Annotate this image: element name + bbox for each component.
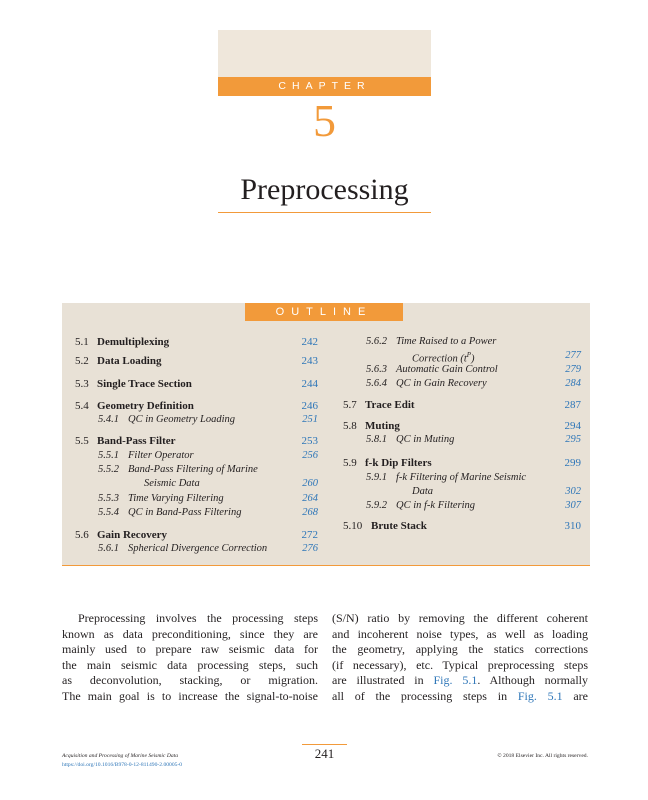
toc-entry-page[interactable]: 287: [564, 399, 581, 411]
toc-entry-page[interactable]: 299: [564, 457, 581, 469]
outline-label: OUTLINE: [245, 303, 403, 321]
book-title: Acquisition and Processing of Marine Seismic Data: [62, 753, 179, 759]
body-text-line: known as data preconditioning, since they are: [62, 626, 318, 641]
toc-entry-page[interactable]: 256: [302, 450, 318, 461]
toc-entry-page[interactable]: 272: [301, 529, 318, 541]
toc-entry-number: 5.6: [75, 529, 89, 541]
toc-entry-title[interactable]: f-k Dip Filters: [365, 457, 432, 469]
toc-entry-title[interactable]: QC in Band-Pass Filtering: [128, 507, 242, 518]
toc-entry-title[interactable]: Automatic Gain Control: [396, 364, 498, 375]
toc-entry-number: 5.7: [343, 399, 357, 411]
toc-entry-title-continued[interactable]: Seismic Data: [144, 478, 200, 489]
toc-entry-page[interactable]: 284: [565, 378, 581, 389]
body-text-line: The main goal is to increase the signal-to-noise: [62, 688, 318, 703]
toc-entry-number: 5.5.1: [98, 450, 119, 461]
toc-entry-page[interactable]: 276: [302, 543, 318, 554]
toc-entry-title-continued[interactable]: Data: [412, 486, 433, 497]
toc-entry-title[interactable]: QC in f-k Filtering: [396, 500, 476, 511]
copyright-notice: © 2018 Elsevier Inc. All rights reserved.: [497, 753, 588, 759]
toc-entry-title[interactable]: Filter Operator: [128, 450, 194, 461]
body-text-line: all of the processing steps in Fig. 5.1 are: [332, 688, 588, 703]
toc-entry-page[interactable]: 277: [565, 350, 581, 361]
toc-entry-page[interactable]: 253: [301, 435, 318, 447]
toc-entry-title[interactable]: Data Loading: [97, 355, 162, 367]
body-text-line: the main seismic data processing steps, such: [62, 657, 318, 672]
toc-entry-page[interactable]: 242: [301, 336, 318, 348]
toc-entry-number: 5.5: [75, 435, 89, 447]
toc-entry-number: 5.10: [343, 520, 363, 532]
page-number: 241: [314, 746, 335, 761]
toc-entry-page[interactable]: 251: [302, 414, 318, 425]
toc-entry-number: 5.5.3: [98, 493, 119, 504]
toc-entry-title[interactable]: Brute Stack: [371, 520, 427, 532]
toc-entry-page[interactable]: 295: [565, 434, 581, 445]
toc-entry-title[interactable]: f-k Filtering of Marine Seismic: [396, 472, 527, 483]
doi-link[interactable]: https://doi.org/10.1016/B978-0-12-811490-2.00005-0: [62, 762, 183, 768]
toc-entry-number: 5.5.2: [98, 464, 119, 475]
toc-entry-title[interactable]: Band-Pass Filtering of Marine: [128, 464, 258, 475]
toc-entry-title[interactable]: Time Raised to a Power: [396, 336, 497, 347]
toc-entry-title[interactable]: Band-Pass Filter: [97, 435, 176, 447]
body-text-line: the geometry, applying the statics corrections: [332, 642, 588, 657]
outline-bottom-rule: [62, 565, 590, 566]
toc-entry-number: 5.6.3: [366, 364, 387, 375]
toc-entry-number: 5.6.1: [98, 543, 119, 554]
body-text-line: Preprocessing involves the processing steps: [78, 611, 318, 625]
toc-entry-title[interactable]: Muting: [365, 420, 400, 432]
body-text-line: mainly used to prepare raw seismic data for: [62, 642, 318, 657]
title-rule: [218, 212, 431, 213]
toc-entry-number: 5.2: [75, 355, 89, 367]
toc-entry-title-continued[interactable]: Correction $(t^P)$: [412, 351, 475, 365]
toc-entry-page[interactable]: 268: [302, 507, 318, 518]
footer-rule: [302, 744, 347, 745]
toc-entry-title[interactable]: QC in Muting: [396, 434, 455, 445]
toc-entry-page[interactable]: 302: [565, 486, 581, 497]
toc-entry-number: 5.6.2: [366, 336, 387, 347]
body-text-line: (if necessary), etc. Typical preprocessing steps: [332, 657, 588, 672]
toc-entry-number: 5.5.4: [98, 507, 119, 518]
figure-reference-link[interactable]: Fig. 5.1: [517, 688, 563, 703]
body-text-line: are illustrated in Fig. 5.1. Although normally: [332, 673, 588, 688]
toc-entry-page[interactable]: 264: [302, 493, 318, 504]
toc-entry-number: 5.4: [75, 400, 89, 412]
toc-entry-number: 5.9: [343, 457, 357, 469]
toc-entry-page[interactable]: 279: [565, 364, 581, 375]
body-text-line: as deconvolution, stacking, or migration.: [62, 673, 318, 688]
chapter-number: 5: [313, 95, 336, 146]
toc-entry-title[interactable]: Trace Edit: [365, 399, 415, 411]
chapter-title: Preprocessing: [240, 173, 409, 206]
toc-entry-page[interactable]: 260: [302, 478, 318, 489]
toc-entry-title[interactable]: QC in Geometry Loading: [128, 414, 236, 425]
toc-entry-title[interactable]: Gain Recovery: [97, 529, 167, 541]
toc-entry-page[interactable]: 246: [301, 400, 318, 412]
toc-entry-title[interactable]: QC in Gain Recovery: [396, 378, 487, 389]
toc-entry-page[interactable]: 294: [564, 420, 581, 432]
toc-entry-title[interactable]: Spherical Divergence Correction: [128, 543, 268, 554]
figure-reference-link[interactable]: Fig. 5.1: [433, 673, 478, 688]
toc-entry-number: 5.6.4: [366, 378, 387, 389]
body-text-left-column: [62, 611, 318, 705]
toc-entry-number: 5.8.1: [366, 434, 387, 445]
toc-entry-page[interactable]: 243: [301, 355, 318, 367]
toc-entry-page[interactable]: 307: [565, 500, 581, 511]
toc-entry-number: 5.9.2: [366, 500, 387, 511]
body-text-right-column: [332, 611, 588, 705]
toc-entry-title[interactable]: Single Trace Section: [97, 378, 192, 390]
toc-entry-number: 5.4.1: [98, 414, 119, 425]
toc-entry-number: 5.1: [75, 336, 89, 348]
body-text-line: (S/N) ratio by removing the different coherent: [332, 611, 588, 625]
toc-entry-title[interactable]: Geometry Definition: [97, 400, 194, 412]
toc-entry-title[interactable]: Time Varying Filtering: [128, 493, 224, 504]
toc-entry-number: 5.8: [343, 420, 357, 432]
body-text-line: and incoherent noise types, as well as loading: [332, 626, 588, 641]
toc-entry-page[interactable]: 244: [301, 378, 318, 390]
chapter-label: CHAPTER: [278, 80, 371, 92]
toc-entry-number: 5.9.1: [366, 472, 387, 483]
toc-entry-page[interactable]: 310: [564, 520, 581, 532]
toc-entry-title[interactable]: Demultiplexing: [97, 336, 170, 348]
toc-entry-number: 5.3: [75, 378, 89, 390]
